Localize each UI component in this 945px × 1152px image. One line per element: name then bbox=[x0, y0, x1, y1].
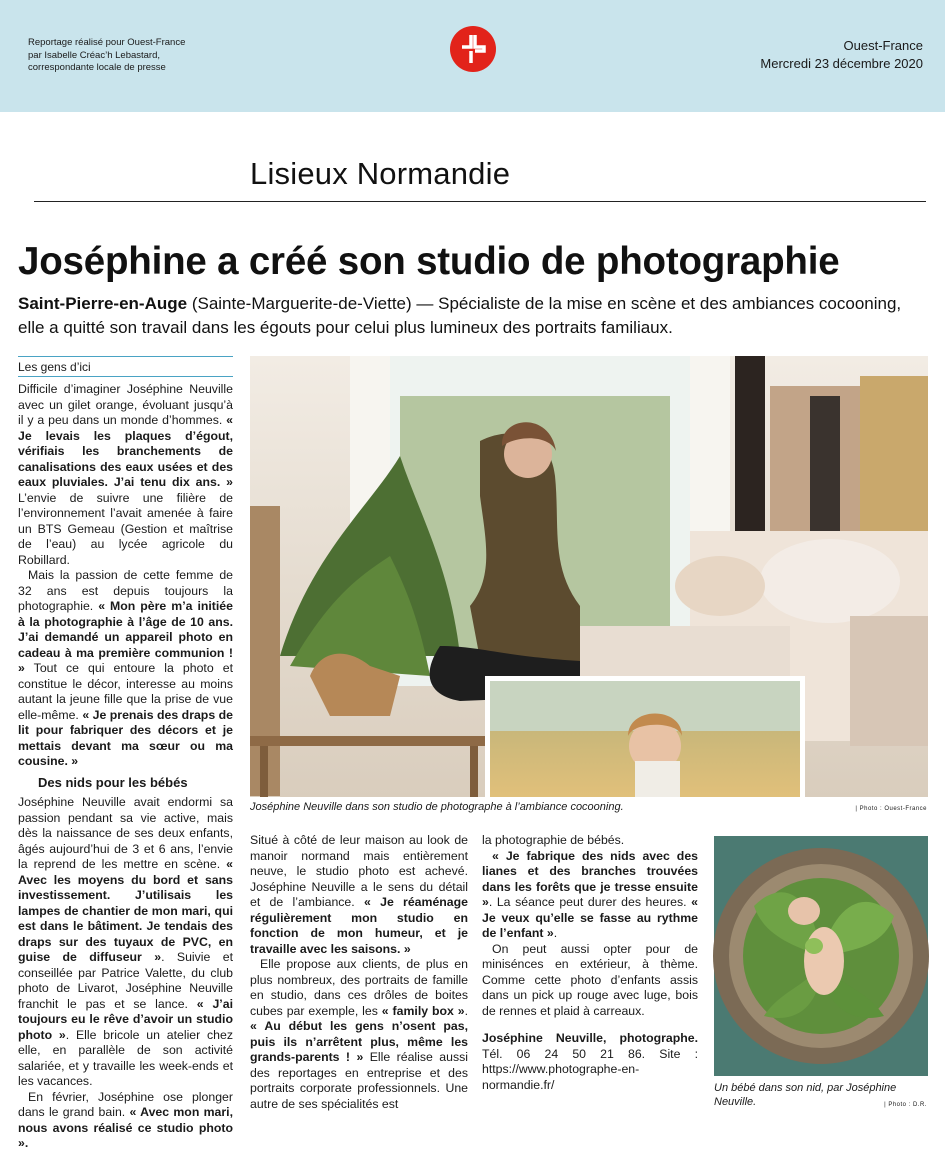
reportage-credit bbox=[28, 37, 185, 75]
paper-name: Ouest-France bbox=[843, 38, 923, 53]
article-column-2 bbox=[250, 833, 468, 1112]
baby-photo bbox=[714, 836, 928, 1076]
quote: « Mon père m’a initiée à la photographie à l’âge de 10 ans. J’ai demandé un appareil photo en cadeau à ma première communion ! » bbox=[18, 599, 233, 675]
text: . Elle bricole un atelier chez elle, en parallèle de son activité salariée, et y travaille les week-ends et les vacances. bbox=[18, 1027, 234, 1088]
text: Joséphine Neuville avait endormi sa passion pendant sa vie active, mais dès la naissance de ses deux enfants, âgés aujourd’hui de 3 et 6 ans, l’envie la reprend de les mettre en scène. bbox=[18, 795, 233, 871]
standfirst-place: Saint-Pierre-en-Auge bbox=[18, 294, 188, 313]
ouest-france-logo-icon bbox=[450, 26, 496, 72]
rubric-label: Les gens d’ici bbox=[18, 360, 91, 374]
main-photo-caption: Joséphine Neuville dans son studio de photographe à l’ambiance cocooning. bbox=[250, 801, 624, 813]
paragraph bbox=[18, 382, 233, 568]
text: Mais la passion de cette femme de 32 ans est depuis toujours la photographie. bbox=[18, 568, 233, 613]
text: Tout ce qui entoure la photo et constitue le décor, interesse au moins autant la jeune fille que la prise de vue elle-même. bbox=[18, 661, 233, 722]
paragraph bbox=[482, 849, 698, 942]
text: Elle réalise aussi des reportages en entreprise et des portraits corporate professionnels. Une autre de ses spécialités est bbox=[250, 1050, 469, 1111]
rubric-rule-bottom bbox=[18, 376, 233, 377]
quote: « Je fabrique des nids avec des lianes et des branches trouvées dans les forêts que je tresse ensuite » bbox=[482, 848, 698, 909]
quote: « Je prenais des draps de lit pour fabriquer des décors et je mettais devant ma sœur ou ma cousine. » bbox=[18, 707, 233, 768]
standfirst-subplace: (Sainte-Marguerite-de-Viette) bbox=[187, 294, 412, 313]
credit-line: par Isabelle Créac’h Lebastard, bbox=[28, 49, 161, 61]
baby-photo-credit: | Photo : D.R. bbox=[884, 1102, 927, 1108]
paragraph bbox=[250, 957, 468, 1112]
section-divider bbox=[34, 201, 926, 202]
studio-photo-illustration bbox=[250, 356, 928, 797]
quote: « Au début les gens n’osent pas, puis ils n’arrêtent plus, même les grands-parents ! » bbox=[250, 1019, 468, 1064]
baby-nest-illustration bbox=[714, 836, 928, 1076]
quote: « Je levais les plaques d’égout, vérifiais les branchements de canalisations des eaux usées et des eaux pluviales. J’ai tenu dix ans. » bbox=[18, 413, 233, 489]
quote: « Je réaménage régulièrement mon studio en fonction de mon humeur, et je travaille avec les saisons. » bbox=[250, 895, 468, 956]
credit-line: Reportage réalisé pour Ouest-France bbox=[28, 37, 186, 48]
masthead bbox=[760, 37, 923, 73]
paragraph: la photographie de bébés. bbox=[482, 833, 625, 847]
paragraph bbox=[18, 1090, 233, 1152]
issue-date: Mercredi 23 décembre 2020 bbox=[760, 56, 923, 71]
text: Difficile d’imaginer Joséphine Neuville avec un gilet orange, évoluant jusqu’à il y a peu dans un monde d’hommes. bbox=[18, 382, 233, 427]
text: Situé à côté de leur maison au look de manoir normand mais entièrement neuve, le studio photo est achevé. Joséphine Neuville a le sens du détail et de l’ambiance. bbox=[250, 833, 468, 909]
text: . Suivie et conseillée par Patrice Valette, du club photo de Livarot, Joséphine Neuville franchit le pas et se lance. bbox=[18, 950, 233, 1011]
article-column-1 bbox=[18, 382, 233, 1152]
quote: « Je veux qu’elle se fasse au rythme de l’enfant » bbox=[482, 895, 698, 940]
article-column-3 bbox=[482, 833, 698, 1093]
paragraph: On peut aussi opter pour de minisénces en extérieur, à thème. Comme cette photo d’enfants assis dans un pick up rouge avec luge, bois de rennes et plaid à carreaux. bbox=[482, 941, 698, 1018]
paragraph bbox=[18, 568, 233, 770]
credit-line: correspondante locale de presse bbox=[28, 62, 166, 73]
subheading: Des nids pour les bébés bbox=[38, 774, 188, 790]
paragraph bbox=[18, 795, 233, 1090]
quote: « family box » bbox=[381, 1003, 465, 1018]
rubric-rule-top bbox=[18, 356, 233, 357]
photographer-name: Joséphine Neuville, photographe. bbox=[482, 1031, 698, 1045]
standfirst bbox=[18, 292, 928, 340]
quote: « Avec mon mari, nous avons réalisé ce studio photo ». bbox=[18, 1105, 233, 1150]
headline: Joséphine a créé son studio de photographie bbox=[18, 240, 840, 283]
quote: « J’ai toujours eu le rêve d’avoir un studio photo » bbox=[18, 996, 233, 1042]
standfirst-text: — Spécialiste de la mise en scène et des ambiances cocooning, elle a quitté son travail dans les égouts pour celui plus lumineux des portraits familiaux. bbox=[18, 294, 902, 337]
contact-info: Tél. 06 24 50 21 86. Site : https://www.photographe-en-normandie.fr/ bbox=[482, 1046, 698, 1092]
text: L’envie de suivre une filière de l’environnement l’avait amenée à faire un BTS Gemeau (Gestion et maîtrise de l’eau) au lycée agricole du Robillard. bbox=[18, 490, 233, 567]
main-photo bbox=[250, 356, 928, 797]
paragraph bbox=[250, 833, 468, 957]
baby-photo-caption: Un bébé dans son nid, par Joséphine Neuville. bbox=[714, 1082, 897, 1108]
text: . bbox=[464, 1003, 468, 1018]
main-photo-credit: | Photo : Ouest-France bbox=[855, 806, 927, 812]
section-title: Lisieux Normandie bbox=[250, 156, 511, 191]
text: . La séance peut durer des heures. bbox=[488, 895, 692, 909]
text: . bbox=[553, 926, 558, 940]
text: Elle propose aux clients, de plus en plus nombreux, des portraits de famille en studio, dans ces drôles de boites cubes par exemple, les bbox=[250, 957, 468, 1018]
quote: « Avec les moyens du bord et sans investissement. J’utilisais les lampes de chantier de mon mari, qui est dans le bâtiment. Je tendais des draps sur des tuyaux de PVC, en guise de diffuseur » bbox=[18, 857, 233, 964]
signature bbox=[482, 1031, 698, 1093]
text: En février, Joséphine ose plonger dans le grand bain. bbox=[18, 1089, 233, 1119]
